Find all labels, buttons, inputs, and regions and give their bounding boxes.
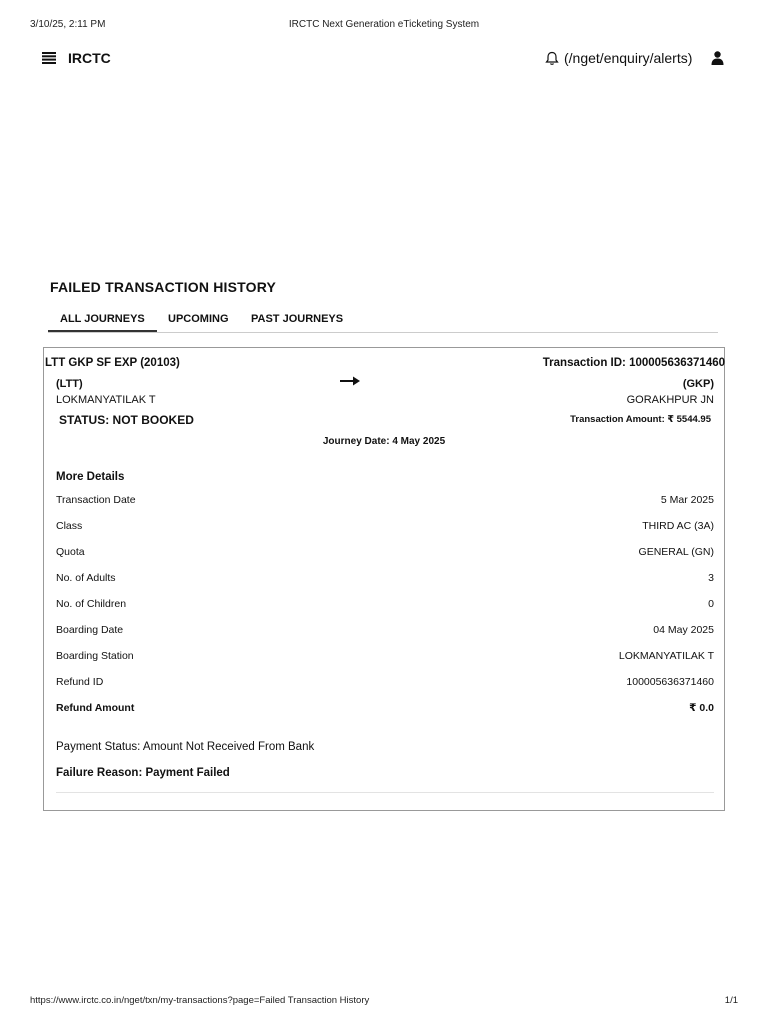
source-station-code: (LTT): [56, 378, 83, 390]
alerts-link-text[interactable]: (/nget/enquiry/alerts): [564, 50, 693, 66]
tab-past-journeys[interactable]: PAST JOURNEYS: [251, 313, 344, 325]
user-icon[interactable]: [711, 51, 724, 65]
payment-status: Payment Status: Amount Not Received From Bank: [56, 741, 315, 753]
transaction-id: Transaction ID: 100005636371460: [542, 357, 725, 369]
detail-label-children: No. of Children: [56, 598, 127, 610]
detail-value-class: THIRD AC (3A): [642, 520, 714, 532]
detail-label-boarding-date: Boarding Date: [56, 624, 124, 636]
detail-value-adults: 3: [708, 572, 714, 584]
detail-value-boarding-date: 04 May 2025: [653, 624, 714, 636]
print-datetime: 3/10/25, 2:11 PM: [30, 19, 106, 30]
detail-label-refund-id: Refund ID: [56, 676, 104, 688]
bell-icon: [545, 51, 559, 66]
tab-all-journeys[interactable]: ALL JOURNEYS: [48, 312, 157, 332]
destination-station-name: GORAKHPUR JN: [626, 394, 714, 406]
transaction-amount: Transaction Amount: ₹ 5544.95: [570, 414, 711, 425]
detail-value-quota: GENERAL (GN): [638, 546, 714, 558]
more-details-heading: More Details: [56, 471, 125, 483]
detail-label-quota: Quota: [56, 546, 85, 558]
page-title: FAILED TRANSACTION HISTORY: [50, 279, 277, 295]
failure-reason: Failure Reason: Payment Failed: [56, 767, 230, 779]
detail-label-transaction-date: Transaction Date: [56, 494, 136, 506]
destination-station-code: (GKP): [682, 378, 714, 390]
brand-logo-text[interactable]: IRCTC: [68, 50, 111, 66]
right-arrow-icon: [340, 375, 360, 387]
detail-value-transaction-date: 5 Mar 2025: [660, 494, 714, 506]
detail-label-adults: No. of Adults: [56, 572, 116, 584]
detail-label-class: Class: [56, 520, 83, 532]
detail-label-boarding-station: Boarding Station: [56, 650, 134, 662]
train-name: LTT GKP SF EXP (20103): [45, 357, 180, 369]
detail-label-refund-amount: Refund Amount: [56, 702, 135, 714]
print-page-title: IRCTC Next Generation eTicketing System: [288, 19, 480, 30]
detail-value-refund-amount: ₹ 0.0: [689, 702, 714, 714]
detail-value-children: 0: [708, 598, 714, 610]
print-page-count: 1/1: [724, 995, 738, 1006]
card-divider: [56, 792, 714, 793]
alerts-link[interactable]: [545, 50, 692, 66]
booking-status: STATUS: NOT BOOKED: [59, 413, 194, 427]
tab-upcoming[interactable]: UPCOMING: [168, 313, 229, 325]
print-url: https://www.irctc.co.in/nget/txn/my-transactions?page=Failed Transaction History: [30, 995, 370, 1006]
journey-date: Journey Date: 4 May 2025: [322, 436, 446, 447]
source-station-name: LOKMANYATILAK T: [56, 394, 156, 406]
detail-value-refund-id: 100005636371460: [626, 676, 714, 688]
detail-value-boarding-station: LOKMANYATILAK T: [618, 650, 714, 662]
hamburger-menu-icon[interactable]: [42, 52, 56, 64]
journey-tabs: [48, 312, 718, 333]
